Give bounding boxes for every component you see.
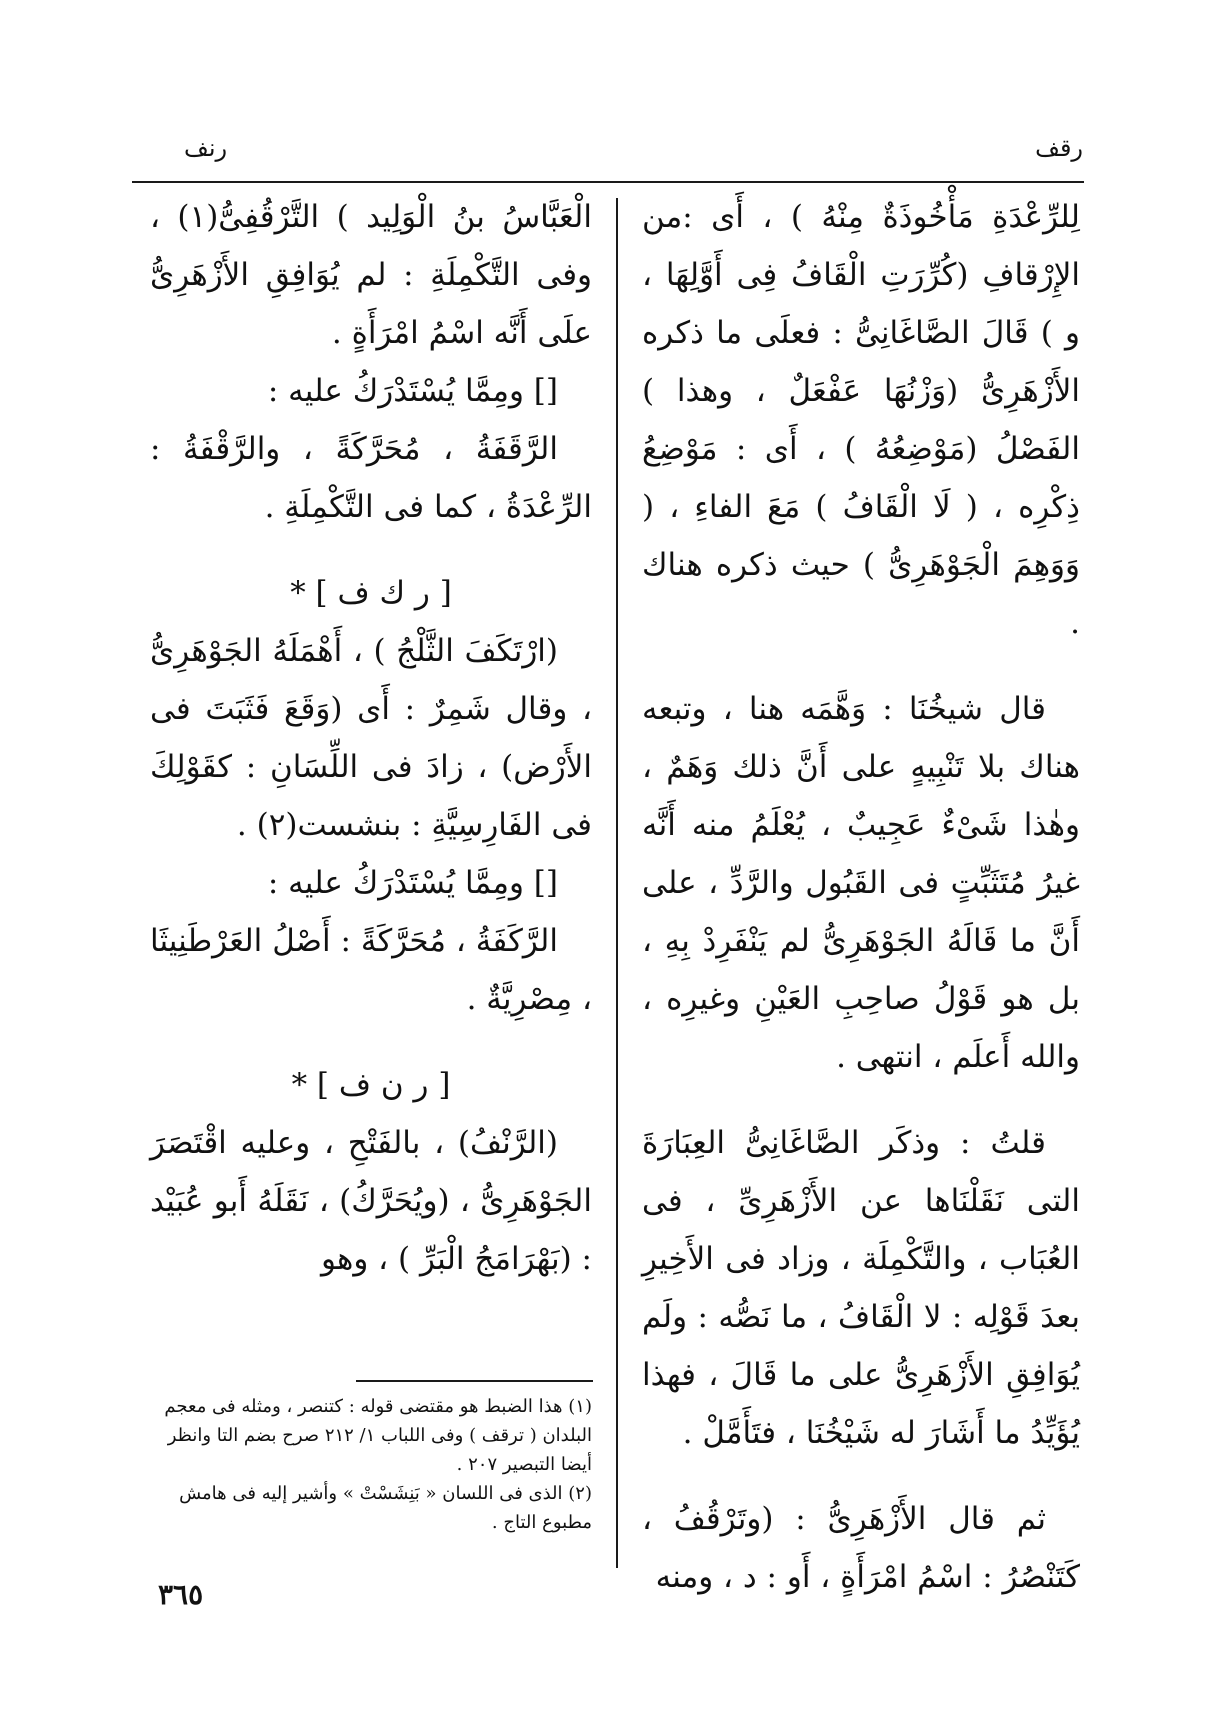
right-paragraph-4: ثم قال الأَزْهَرِىُّ : (وتَرْقُفُ ، كَتَنْصُرُ : اسْمُ امْرَأَةٍ ، أَو : د ، ومنه: [642, 1501, 1080, 1595]
entry-heading-rkf: [ ر ك ف ] *: [290, 575, 452, 611]
column-divider: [616, 198, 618, 1568]
footnotes: [150, 1392, 592, 1537]
running-head-left: رنف: [184, 134, 228, 162]
right-paragraph-3: قلتُ : وذكَر الصَّاغَانِىُّ العِبَارَةَ التى نَقَلْنَاها عن الأَزْهَرِىِّ ، فى العُبَاب ، والتَّكْمِلَة ، وزاد فى الأَخِيرِ بعدَ قَوْلِه : لا الْقَافُ ، ما نَصُّه : ولَم يُوَافِقِ الأَزْهَرِىُّ على ما قَالَ ، فهذا يُؤَيِّدُ ما أَشَارَ له شَيْخُنَا ، فتَأَمَّلْ .: [642, 1125, 1080, 1451]
left-paragraph-5: (الرَّنْفُ) ، بالفَتْحِ ، وعليه اقْتَصَرَ الجَوْهَرِىُّ ، (ويُحَرَّكُ) ، نَقَلَهُ أَبو عُبَيْد : (بَهْرَامَجُ الْبَرِّ ) ، وهو: [150, 1125, 592, 1277]
paragraph-spacer: [150, 1028, 592, 1056]
entry-heading-rnf: [ ر ن ف ] *: [291, 1067, 451, 1103]
left-column: [150, 188, 592, 1288]
footnote-rule: [356, 1380, 593, 1382]
left-paragraph-1: الْعَبَّاسُ بنُ الْوَلِيد ) التَّرْقُفِىُّ(١) ، وفى التَّكْمِلَةِ : لم يُوَافِقِ الأَزْهَرِىُّ علَى أَنَّه اسْمُ امْرَأَةٍ .: [150, 199, 592, 351]
paragraph-spacer: [642, 652, 1080, 680]
mustadrak-heading-2: [] ومِمَّا يُسْتَدْرَكُ عليه :: [267, 865, 558, 901]
footnote-2: (٢) الذى فى اللسان « بَنِشَسْتْ » وأشير إليه فى هامش مطبوع التاج .: [179, 1483, 592, 1533]
right-paragraph-1: لِلرِّعْدَةِ مَأْخُوذَةٌ مِنْهُ ) ، أَى :من الإِرْقافِ (كُرِّرَتِ الْقَافُ فِى أَوَّلِهَا ، و ) قَالَ الصَّاغَانِىُّ : فعلَى ما ذكره الأَزْهَرِىُّ (وَزْنُهَا عَفْعَلٌ ، وهذا ) الفَصْلُ (مَوْضِعُهُ ) ، أَى : مَوْضِعُ ذِكْرِه ، ( لَا الْقَافُ ) مَعَ الفاءِ ، ( وَوَهِمَ الْجَوْهَرِىُّ ) حيث ذكره هناك .: [642, 199, 1080, 641]
left-paragraph-2: الرَّقَفَةُ ، مُحَرَّكَةً ، والرَّقْفَةُ : الرِّعْدَةُ ، كما فى التَّكْمِلَةِ .: [150, 431, 592, 525]
paragraph-spacer: [150, 536, 592, 564]
right-paragraph-2: قال شيخُنَا : وَهَّمَه هنا ، وتبعه هناك بلا تَنْبِيهٍ على أَنَّ ذلك وَهَمٌ ، وهٰذا شَىْءٌ عَجِيبٌ ، يُعْلَمُ منه أَنَّه غيرُ مُتَثَبِّتٍ فى القَبُول والرَّدِّ ، على أَنَّ ما قَالَهُ الجَوْهَرِىُّ لم يَنْفَرِدْ بِهِ ، بل هو قَوْلُ صاحِبِ العَيْنِ وغيرِه ، والله أَعلَم ، انتهى .: [642, 691, 1080, 1075]
left-paragraph-3: (ارْتَكَفَ الثَّلْجُ ) ، أَهْمَلَهُ الجَوْهَرِىُّ ، وقال شَمِرٌ : أَى (وَقَعَ فَثَبَتَ فى الأَرْض) ، زادَ فى اللِّسَانِ : كقَوْلِكَ فى الفَارِسِيَّةِ : بنشست(٢) .: [150, 633, 592, 843]
header-rule: [132, 181, 1084, 183]
mustadrak-heading-1: [] ومِمَّا يُسْتَدْرَكُ عليه :: [267, 373, 558, 409]
page-number: ٣٦٥: [158, 1578, 204, 1611]
running-head-right: رقف: [1035, 134, 1083, 162]
right-column: [642, 188, 1080, 1606]
footnote-1: (١) هذا الضبط هو مقتضى قوله : كتنصر ، ومثله فى معجم البلدان ( ترقف ) وفى اللباب ١/ ٢١٢ صرح بضم التا وانظر أيضا التبصير ٢٠٧ .: [164, 1396, 592, 1475]
paragraph-spacer: [642, 1086, 1080, 1114]
left-paragraph-4: الرَّكَفَةُ ، مُحَرَّكَةً : أَصْلُ العَرْطَنِيثَا ، مِصْرِيَّةٌ .: [150, 923, 592, 1017]
paragraph-spacer: [642, 1462, 1080, 1490]
